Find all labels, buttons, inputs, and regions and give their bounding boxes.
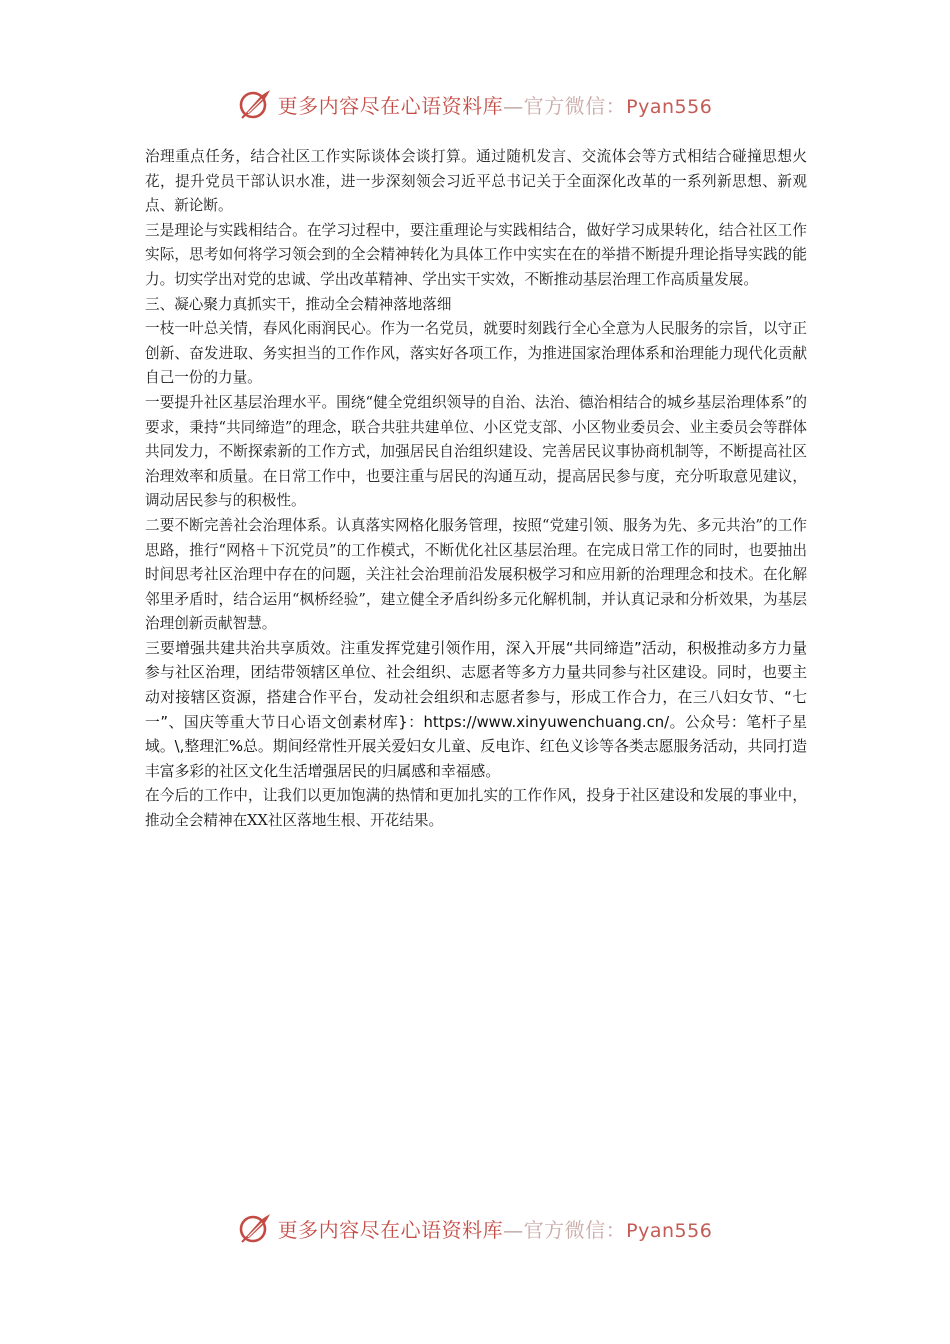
- paragraph-5: 二要不断完善社会治理体系。认真落实网格化服务管理，按照“党建引领、服务为先、多元共治”的工作思路，推行“网格＋下沉党员”的工作模式，不断优化社区基层治理。在完成日常工作的同时，也要抽出时间思考社区治理中存在的问题，关注社会治理前沿发展积极学习和应用新的治理理念和技术。在化解邻里矛盾时，结合运用“枫桥经验”，建立健全矛盾纠纷多元化解机制，并认真记录和分析效果，为基层治理创新贡献智慧。: [145, 516, 807, 633]
- paragraph-3: 一枝一叶总关情，春风化雨润民心。作为一名党员，就要时刻践行全心全意为人民服务的宗旨，以守正创新、奋发进取、务实担当的工作作风，落实好各项工作，为推进国家治理体系和治理能力现代化贡献自己一份的力量。: [145, 320, 807, 387]
- footer-watermark: [0, 1206, 950, 1250]
- header-brand: 更多内容尽在心语资料库: [277, 93, 504, 118]
- quill-pen-logo-icon: [238, 87, 272, 121]
- footer-label: 官方微信：: [523, 1217, 627, 1242]
- header-text: [278, 90, 713, 119]
- header-separator: —: [503, 93, 524, 118]
- footer-text: [278, 1214, 713, 1243]
- header-label: 官方微信：: [523, 93, 627, 118]
- paragraph-7: 在今后的工作中，让我们以更加饱满的热情和更加扎实的工作作风，投身于社区建设和发展的事业中，推动全会精神在XX社区落地生根、开花结果。: [145, 787, 807, 830]
- footer-brand: 更多内容尽在心语资料库: [277, 1217, 504, 1242]
- paragraph-1: 治理重点任务，结合社区工作实际谈体会谈打算。通过随机发言、交流体会等方式相结合碰撞思想火花，提升党员干部认识水准，进一步深刻领会习近平总书记关于全面深化改革的一系列新思想、新观点、新论断。: [145, 148, 807, 215]
- paragraph-2: 三是理论与实践相结合。在学习过程中，要注重理论与实践相结合，做好学习成果转化，结合社区工作实际，思考如何将学习领会到的全会精神转化为具体工作中实实在在的举措不断提升理论指导实践的能力。切实学出对党的忠诚、学出改革精神、学出实干实效，不断推动基层治理工作高质量发展。: [145, 221, 807, 288]
- document-body: [145, 145, 807, 834]
- section-heading: 三、凝心聚力真抓实干，推动全会精神落地落细: [145, 295, 452, 313]
- header-watermark: [0, 82, 950, 126]
- quill-pen-logo-icon: [238, 1211, 272, 1245]
- footer-separator: —: [503, 1217, 524, 1242]
- paragraph-6: 三要增强共建共治共享质效。注重发挥党建引领作用，深入开展“共同缔造”活动，积极推动多方力量参与社区治理，团结带领辖区单位、社会组织、志愿者等多方力量共同参与社区建设。同时，也要主动对接辖区资源，搭建合作平台，发动社会组织和志愿者参与，形成工作合力，在三八妇女节、“七一”、国庆等重大节日心语文创素材库}：https://www.xinyuwenchuang.cn/。公众号：笔杆子星域。\,整理汇%总。期间经常性开展关爱妇女儿童、反电诈、红色义诊等各类志愿服务活动，共同打造丰富多彩的社区文化生活增强居民的归属感和幸福感。: [145, 639, 807, 780]
- paragraph-4: 一要提升社区基层治理水平。围绕“健全党组织领导的自治、法治、德治相结合的城乡基层治理体系”的要求，秉持“共同缔造”的理念，联合共驻共建单位、小区党支部、小区物业委员会、业主委员会等群体共同发力，不断探索新的工作方式，加强居民自治组织建设、完善居民议事协商机制等，不断提高社区治理效率和质量。在日常工作中，也要注重与居民的沟通互动，提高居民参与度，充分听取意见建议，调动居民参与的积极性。: [145, 393, 807, 510]
- footer-wechat-id: Pyan556: [626, 1219, 713, 1242]
- header-wechat-id: Pyan556: [626, 95, 713, 118]
